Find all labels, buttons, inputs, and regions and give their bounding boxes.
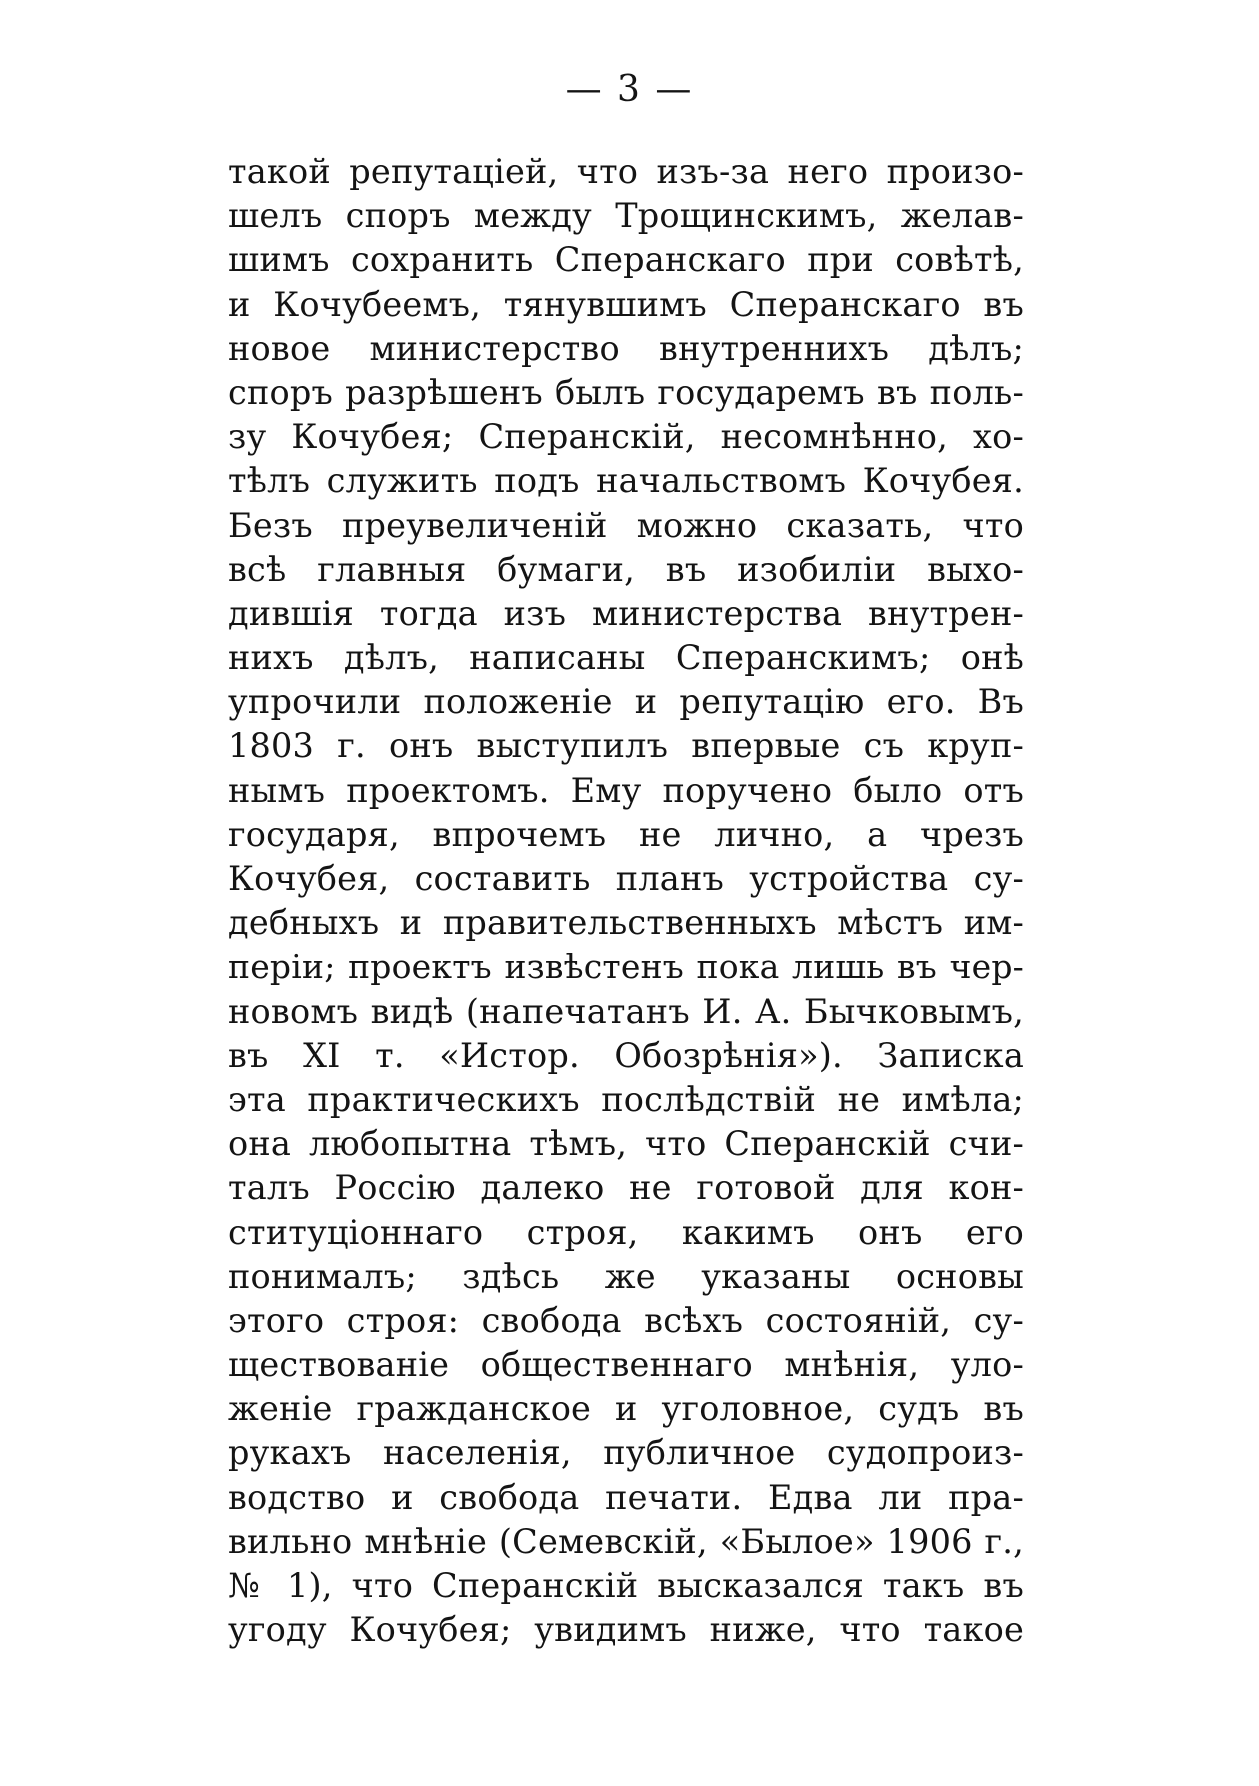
text-line: понималъ; здѣсь же указаны основы: [228, 1256, 1024, 1296]
text-line: талъ Россію далеко не готовой для кон-: [228, 1168, 1024, 1208]
text-line: въ XI т. «Истор. Обозрѣнія»). Записка: [228, 1035, 1024, 1075]
text-line: Кочубея, составить планъ устройства су-: [228, 859, 1024, 898]
text-line: водство и свобода печати. Едва ли пра-: [228, 1477, 1024, 1517]
text-line: вильно мнѣніе (Семевскій, «Былое» 1906 г.,: [228, 1521, 1024, 1561]
text-line: государя, впрочемъ не лично, а чрезъ: [228, 814, 1024, 854]
text-line: новомъ видѣ (напечатанъ И. А. Бычковымъ,: [228, 991, 1024, 1031]
text-line: зу Кочубея; Сперанскій, несомнѣнно, хо-: [228, 417, 1024, 457]
text-line: ституціоннаго строя, какимъ онъ его: [228, 1212, 1024, 1252]
text-line: дившія тогда изъ министерства внутрен-: [228, 593, 1024, 633]
text-line: женіе гражданское и уголовное, судъ въ: [228, 1389, 1024, 1429]
text-line: ществованіе общественнаго мнѣнія, уло-: [228, 1345, 1024, 1385]
text-line: дебныхъ и правительственныхъ мѣстъ им-: [228, 903, 1024, 943]
text-line: упрочили положеніе и репутацію его. Въ: [228, 682, 1024, 722]
text-line: эта практическихъ послѣдствій не имѣла;: [228, 1079, 1024, 1119]
text-line: споръ разрѣшенъ былъ государемъ въ поль-: [228, 372, 1024, 412]
text-line: такой репутаціей, что изъ-за него произо-: [228, 152, 1024, 191]
page-number: — 3 —: [565, 69, 694, 110]
text-line: нихъ дѣлъ, написаны Сперанскимъ; онѣ: [228, 638, 1024, 678]
text-line: тѣлъ служить подъ начальствомъ Кочубея.: [228, 461, 1024, 501]
text-line: всѣ главныя бумаги, въ изобиліи выхо-: [228, 549, 1024, 589]
text-line: Безъ преувеличеній можно сказать, что: [228, 505, 1024, 545]
text-line: шимъ сохранить Сперанскаго при совѣтѣ,: [228, 240, 1024, 280]
text-line: она любопытна тѣмъ, что Сперанскій счи-: [228, 1124, 1024, 1164]
text-line: новое министерство внутреннихъ дѣлъ;: [228, 328, 1024, 368]
text-line: этого строя: свобода всѣхъ состояній, су-: [228, 1300, 1024, 1340]
text-line: періи; проектъ извѣстенъ пока лишь въ чер-: [228, 947, 1024, 987]
text-line: № 1), что Сперанскій высказался такъ въ: [228, 1566, 1024, 1605]
text-line: шелъ споръ между Трощинскимъ, желав-: [228, 196, 1024, 236]
text-line: угоду Кочубея; увидимъ ниже, что такое: [228, 1610, 1024, 1650]
text-line: рукахъ населенія, публичное судопроиз-: [228, 1433, 1024, 1473]
body-text: [228, 150, 1024, 1652]
text-line: 1803 г. онъ выступилъ впервые съ круп-: [228, 726, 1024, 766]
text-line: и Кочубеемъ, тянувшимъ Сперанскаго въ: [228, 284, 1024, 324]
text-line: нымъ проектомъ. Ему поручено было отъ: [228, 770, 1024, 810]
